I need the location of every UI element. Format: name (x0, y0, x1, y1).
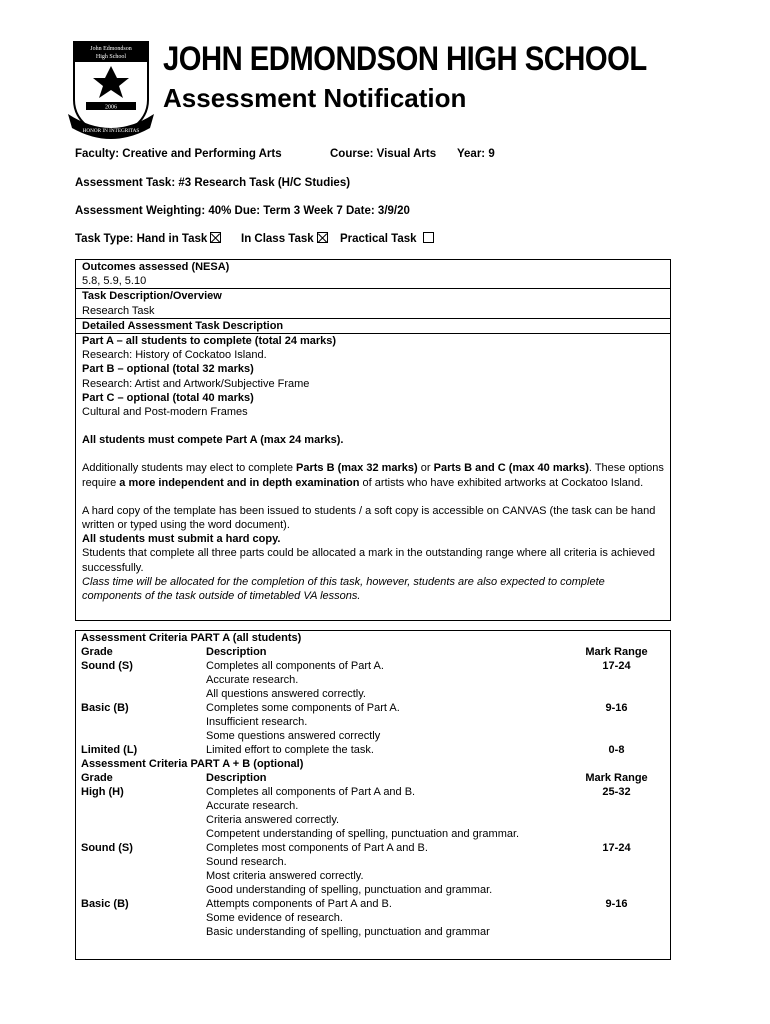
in-class-label: In Class Task (241, 233, 314, 245)
description-line: Accurate research. (206, 674, 299, 686)
mark-range-header: Mark Range (585, 646, 648, 658)
mark-range-cell: 17-24 (602, 842, 631, 854)
outstanding-paragraph: Students that complete all three parts could be allocated a mark in the outstanding range where all criteria is achieved successfully. (82, 547, 655, 574)
assessment-criteria-box (75, 630, 671, 960)
must-submit-note: All students must submit a hard copy. (82, 533, 281, 546)
description-cell (201, 701, 563, 743)
grade-cell: Basic (B) (81, 898, 129, 910)
description-cell (201, 785, 563, 841)
in-class-group (241, 232, 328, 245)
description-cell (201, 841, 563, 897)
description-line: Competent understanding of spelling, punctuation and grammar. (206, 828, 520, 840)
overview-value: Research Task (82, 304, 155, 317)
description-cell (201, 659, 563, 701)
description-line: Basic understanding of spelling, punctuation and grammar (206, 926, 490, 938)
criteria-part-a-header-row (76, 645, 670, 659)
crest-motto: HONOR IN INTEGRITAS (82, 128, 140, 134)
grade-cell: High (H) (81, 786, 124, 798)
part-a-text: Research: History of Cockatoo Island. (82, 349, 267, 362)
description-header: Description (206, 772, 267, 784)
description-line: Insufficient research. (206, 716, 308, 728)
detailed-body (76, 333, 670, 603)
mark-range-cell: 25-32 (602, 786, 631, 798)
grade-cell: Limited (L) (81, 744, 138, 756)
faculty: Faculty: Creative and Performing Arts (75, 148, 282, 160)
mark-range-cell: 9-16 (605, 702, 628, 714)
part-a-heading: Part A – all students to complete (total 24 marks) (82, 335, 337, 348)
practical-group (340, 232, 434, 245)
must-compete-note: All students must compete Part A (max 24 marks). (82, 434, 344, 447)
description-line: Attempts components of Part A and B. (206, 898, 392, 910)
mark-range-header: Mark Range (585, 772, 648, 784)
criteria-row (76, 897, 670, 939)
year: Year: 9 (457, 148, 495, 160)
practical-checkbox[interactable] (423, 232, 434, 243)
overview-header: Task Description/Overview (76, 288, 670, 303)
mark-range-cell: 9-16 (605, 898, 628, 910)
criteria-row (76, 743, 670, 757)
criteria-part-ab-header-row (76, 771, 670, 785)
description-line: Accurate research. (206, 800, 299, 812)
crest-year: 2006 (105, 104, 117, 111)
criteria-row (76, 701, 670, 743)
criteria-row (76, 659, 670, 701)
criteria-part-a-title: Assessment Criteria PART A (all students) (81, 632, 302, 644)
criteria-part-ab-rows (76, 785, 670, 939)
description-line: Some evidence of research. (206, 912, 343, 924)
task-description-box (75, 259, 671, 621)
additional-parts-paragraph: Additionally students may elect to complete Parts B (max 32 marks) or Parts B and C (max 40 marks). These options require a more independent and in depth examination of artists who have exhibited artworks at Cockatoo Island. (82, 462, 664, 489)
detailed-header: Detailed Assessment Task Description (76, 318, 670, 333)
task-type-group (75, 232, 221, 245)
hard-copy-paragraph: A hard copy of the template has been issued to students / a soft copy is accessible on CANVAS (the task can be hand written or typed using the word document). (82, 504, 656, 532)
grade-header: Grade (81, 772, 113, 784)
grade-header: Grade (81, 646, 113, 658)
course: Course: Visual Arts (330, 148, 437, 160)
crest-top-text-line1: John Edmondson (90, 46, 132, 52)
grade-cell: Basic (B) (81, 702, 129, 714)
description-line: Completes all components of Part A and B. (206, 786, 416, 798)
outcomes-value: 5.8, 5.9, 5.10 (82, 275, 147, 288)
hand-in-checkbox[interactable] (210, 232, 221, 243)
grade-cell: Sound (S) (81, 842, 133, 854)
description-header: Description (206, 646, 267, 658)
description-line: Criteria answered correctly. (206, 814, 340, 826)
outcomes-header: Outcomes assessed (NESA) (82, 261, 230, 273)
criteria-row (76, 785, 670, 841)
grade-cell: Sound (S) (81, 660, 133, 672)
description-line: Good understanding of spelling, punctuation and grammar. (206, 884, 493, 896)
mark-range-cell: 0-8 (608, 744, 625, 756)
assessment-task: Assessment Task: #3 Research Task (H/C Studies) (75, 177, 351, 189)
description-cell (201, 897, 563, 939)
practical-label: Practical Task (340, 233, 417, 245)
description-line: Some questions answered correctly (206, 730, 381, 742)
description-line: Most criteria answered correctly. (206, 870, 364, 882)
crest-top-text-line2: High School (95, 54, 127, 60)
description-line: Sound research. (206, 856, 287, 868)
description-line: Completes most components of Part A and B. (206, 842, 428, 854)
part-c-text: Cultural and Post-modern Frames (82, 406, 248, 419)
description-cell (201, 743, 563, 757)
description-line: Completes all components of Part A. (206, 660, 384, 672)
class-time-note: Class time will be allocated for the completion of this task, however, students are also expected to complete components of the task outside of timetabled VA lessons. (82, 575, 605, 603)
description-line: All questions answered correctly. (206, 688, 366, 700)
part-b-heading: Part B – optional (total 32 marks) (82, 363, 254, 376)
part-c-heading: Part C – optional (total 40 marks) (82, 391, 254, 404)
task-type-label: Task Type: Hand in Task (75, 233, 208, 245)
part-b-text: Research: Artist and Artwork/Subjective Frame (82, 377, 310, 390)
criteria-row (76, 841, 670, 897)
criteria-part-ab-title: Assessment Criteria PART A + B (optional) (81, 758, 304, 770)
school-name: JOHN EDMONDSON HIGH SCHOOL (163, 40, 647, 78)
description-line: Limited effort to complete the task. (206, 744, 374, 756)
document-title: Assessment Notification (163, 83, 467, 113)
criteria-part-a-rows (76, 659, 670, 757)
in-class-checkbox[interactable] (317, 232, 328, 243)
assessment-weighting: Assessment Weighting: 40% Due: Term 3 Week 7 Date: 3/9/20 (75, 205, 410, 217)
mark-range-cell: 17-24 (602, 660, 631, 672)
description-line: Completes some components of Part A. (206, 702, 400, 714)
school-crest-logo (66, 38, 156, 142)
